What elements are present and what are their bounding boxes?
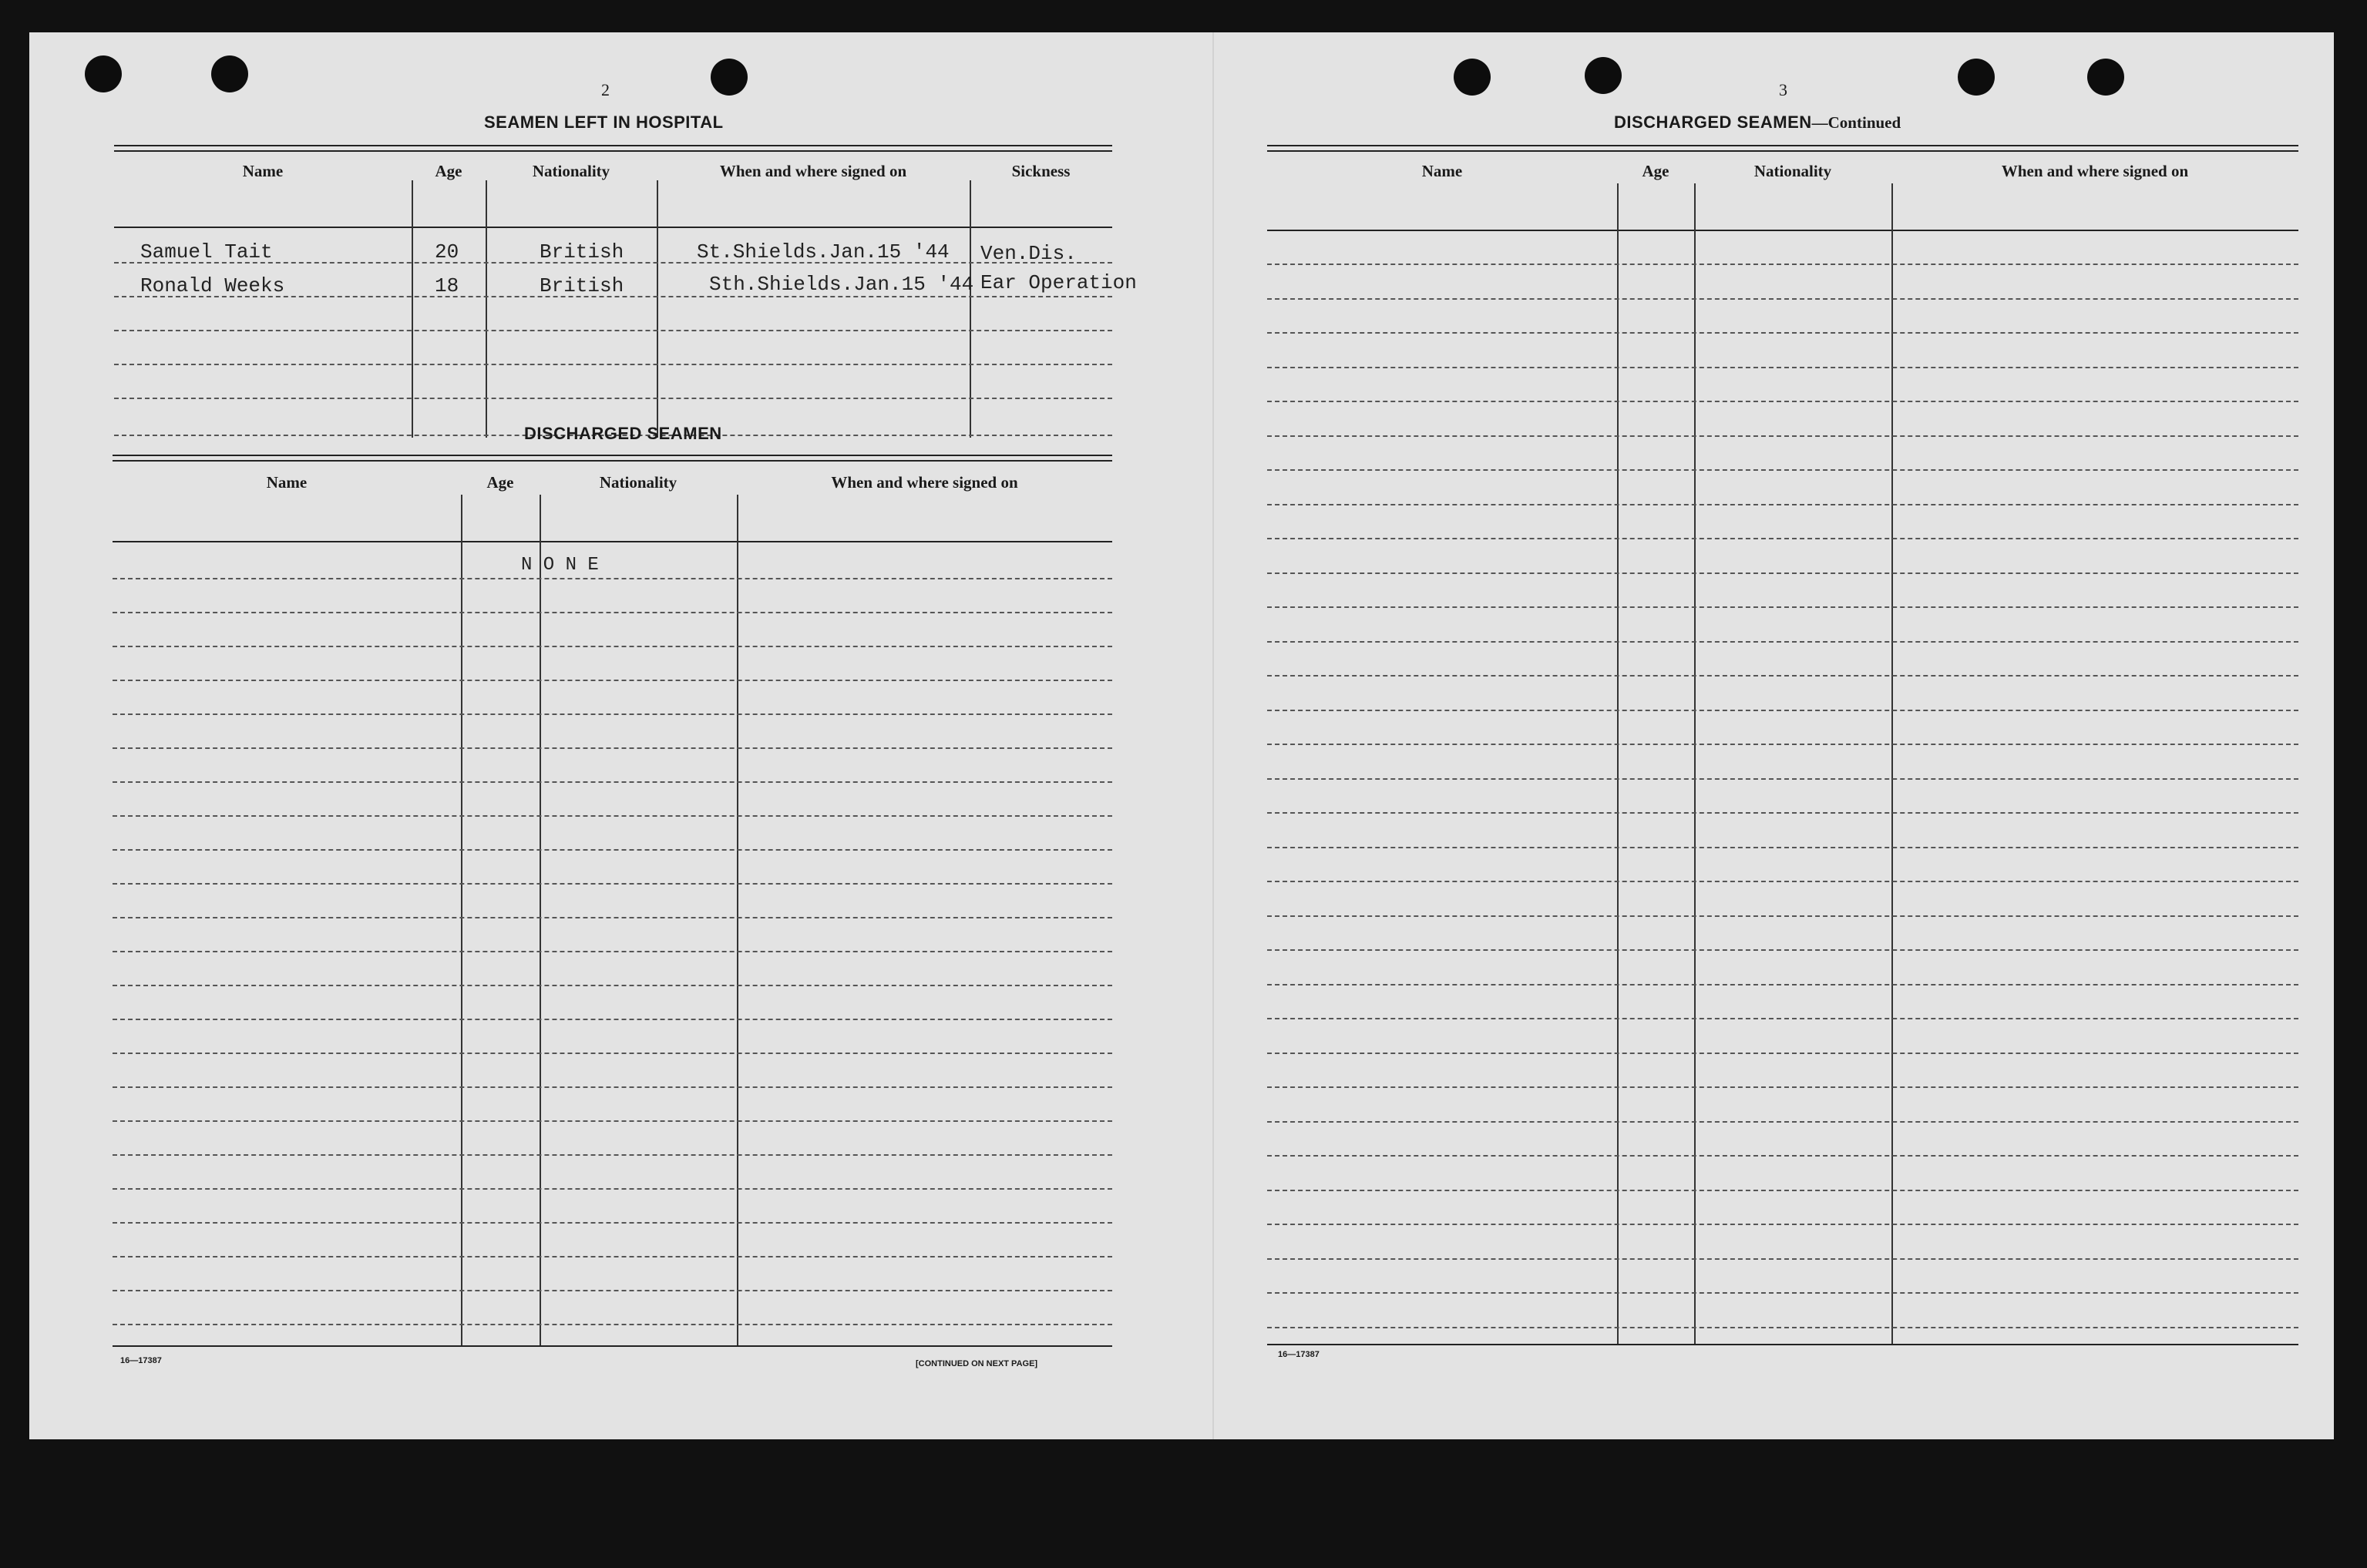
column-header-name: Name — [1421, 162, 1463, 180]
hospital-section-title: SEAMEN LEFT IN HOSPITAL — [484, 112, 724, 132]
row-line — [113, 1256, 1112, 1257]
row-line — [1267, 401, 2298, 402]
row-line — [1267, 847, 2298, 848]
row-line — [1267, 812, 2298, 814]
row-line — [1267, 504, 2298, 505]
discharged-table — [113, 455, 1112, 1348]
row-line — [1267, 881, 2298, 882]
row-line — [1267, 1018, 2298, 1019]
column-divider — [540, 495, 541, 1345]
row-line — [113, 1290, 1112, 1291]
row-line — [1267, 606, 2298, 608]
hospital-nationality-cell: British — [540, 274, 624, 297]
hospital-name-cell: Samuel Tait — [140, 240, 273, 264]
column-divider — [1694, 183, 1696, 1344]
row-line — [1267, 675, 2298, 677]
hospital-table — [114, 145, 1137, 438]
row-line — [1267, 572, 2298, 574]
document-sheet — [29, 32, 2334, 1439]
column-header-nationality: Nationality — [1753, 162, 1832, 180]
row-line — [113, 781, 1112, 783]
row-line — [113, 815, 1112, 817]
row-line — [1267, 1258, 2298, 1260]
row-line — [113, 1154, 1112, 1156]
row-line — [113, 1188, 1112, 1190]
header-rule — [1267, 230, 2298, 231]
row-line — [113, 1053, 1112, 1054]
row-line — [1267, 469, 2298, 471]
column-divider — [461, 495, 462, 1345]
row-line — [1267, 984, 2298, 985]
right-section-title — [1614, 112, 1901, 133]
table-top-rule — [114, 145, 1112, 152]
column-divider — [737, 495, 738, 1345]
table-bottom-rule — [113, 1345, 1112, 1347]
row-line — [113, 1086, 1112, 1088]
row-line — [114, 330, 1112, 331]
hospital-nationality-cell: British — [540, 240, 624, 264]
row-line — [1267, 298, 2298, 300]
row-line — [114, 398, 1112, 399]
hospital-age-cell: 18 — [435, 274, 459, 297]
row-line — [113, 985, 1112, 986]
row-line — [113, 1222, 1112, 1224]
row-line — [1267, 538, 2298, 539]
punch-hole — [1958, 59, 1995, 96]
column-header-age: Age — [486, 473, 514, 492]
hospital-sickness-cell: Ven.Dis. — [980, 242, 1077, 265]
row-line — [113, 1324, 1112, 1325]
column-header-nationality: Nationality — [532, 162, 610, 180]
row-line — [113, 713, 1112, 715]
continued-note: [CONTINUED ON NEXT PAGE] — [916, 1359, 1038, 1368]
discharged-continued-table — [1267, 145, 2298, 1347]
hospital-age-cell: 20 — [435, 240, 459, 264]
column-header-signed-on: When and where signed on — [2001, 162, 2189, 180]
column-header-name: Name — [242, 162, 284, 180]
row-line — [1267, 1053, 2298, 1054]
row-line — [1267, 1292, 2298, 1294]
table-top-rule — [113, 455, 1112, 462]
row-line — [1267, 1224, 2298, 1225]
row-line — [1267, 641, 2298, 643]
row-line — [113, 951, 1112, 952]
row-line — [114, 364, 1112, 365]
form-number: 16—17387 — [1278, 1350, 1320, 1359]
page-number: 2 — [601, 80, 610, 99]
punch-hole — [85, 55, 122, 92]
hospital-signed-on-cell: St.Shields.Jan.15 '44 — [697, 240, 950, 264]
row-line — [1267, 332, 2298, 334]
row-line — [113, 883, 1112, 885]
punch-hole — [1454, 59, 1491, 96]
column-header-age: Age — [1642, 162, 1669, 180]
row-line — [1267, 1155, 2298, 1157]
row-line — [1267, 435, 2298, 437]
column-divider — [1617, 183, 1619, 1344]
column-divider — [1891, 183, 1893, 1344]
right-title-continued: —Continued — [1811, 113, 1901, 132]
column-header-name: Name — [266, 473, 308, 492]
form-number: 16—17387 — [120, 1356, 162, 1365]
row-line — [1267, 915, 2298, 917]
punch-hole — [711, 59, 748, 96]
row-line — [1267, 264, 2298, 265]
column-header-sickness: Sickness — [1011, 162, 1071, 180]
row-line — [113, 578, 1112, 579]
table-top-rule — [1267, 145, 2298, 152]
header-rule — [113, 541, 1112, 542]
row-line — [1267, 367, 2298, 368]
hospital-name-cell: Ronald Weeks — [140, 274, 285, 297]
hospital-signed-on-cell: Sth.Shields.Jan.15 '44 — [709, 273, 974, 296]
row-line — [1267, 1086, 2298, 1088]
header-rule — [114, 227, 1112, 228]
row-line — [1267, 1190, 2298, 1191]
column-header-signed-on: When and where signed on — [831, 473, 1018, 492]
punch-hole — [1585, 57, 1622, 94]
row-line — [113, 646, 1112, 647]
row-line — [113, 1120, 1112, 1122]
row-line — [113, 747, 1112, 749]
column-header-age: Age — [435, 162, 462, 180]
row-line — [1267, 1327, 2298, 1328]
row-line — [113, 917, 1112, 918]
row-line — [1267, 1121, 2298, 1123]
row-line — [113, 612, 1112, 613]
punch-hole — [2087, 59, 2124, 96]
row-line — [113, 849, 1112, 851]
column-header-nationality: Nationality — [599, 473, 677, 492]
punch-hole — [211, 55, 248, 92]
column-header-signed-on: When and where signed on — [719, 162, 907, 180]
discharged-section-title: DISCHARGED SEAMEN — [524, 424, 722, 443]
row-line — [113, 1019, 1112, 1020]
table-bottom-rule — [1267, 1344, 2298, 1345]
row-line — [1267, 744, 2298, 745]
row-line — [1267, 778, 2298, 780]
row-line — [1267, 710, 2298, 711]
row-line — [113, 680, 1112, 681]
page-number: 3 — [1779, 80, 1787, 99]
right-title-main: DISCHARGED SEAMEN — [1614, 112, 1812, 132]
page-fold — [1212, 32, 1214, 1439]
none-entry: N O N E — [521, 555, 599, 576]
hospital-sickness-cell: Ear Operation — [980, 271, 1137, 294]
row-line — [1267, 949, 2298, 951]
